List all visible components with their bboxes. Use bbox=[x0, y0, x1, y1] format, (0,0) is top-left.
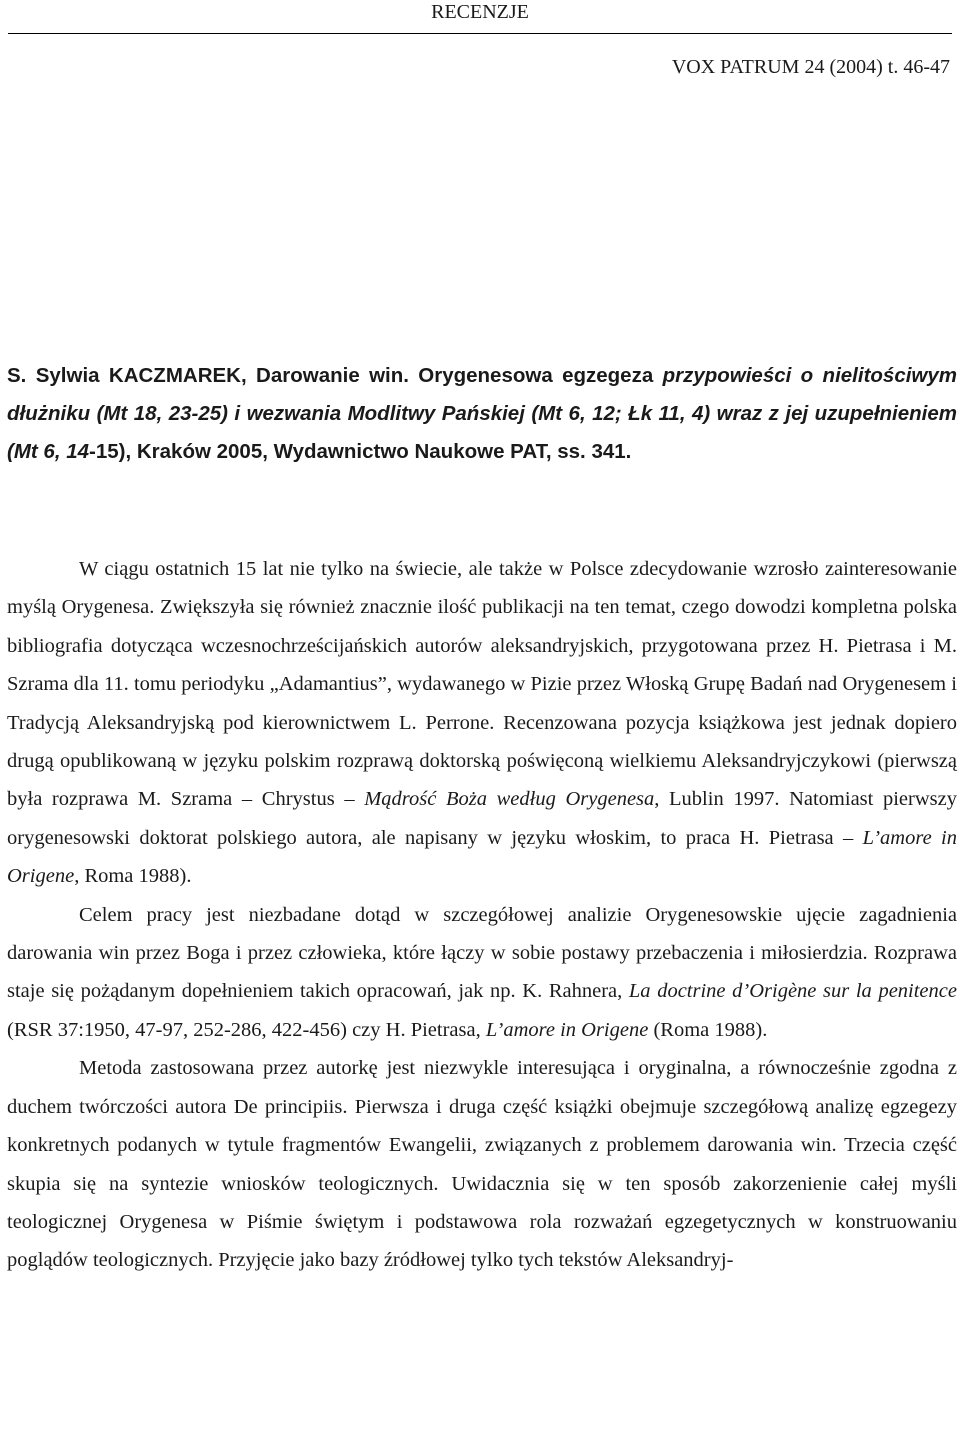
paragraph-text: , Lublin 1997. Natomiast pierwszy orygenesowski doktorat polskiego autora, ale napisany w języku włoskim, to praca H. Pietrasa – bbox=[7, 788, 957, 849]
running-head-section: RECENZJE bbox=[431, 1, 529, 23]
cited-title: L’amore in Origene bbox=[7, 826, 957, 888]
header-rule bbox=[8, 33, 952, 34]
paragraph-text: (RSR 37:1950, 47-97, 252-286, 422-456) czy H. Pietrasa, bbox=[7, 1018, 486, 1041]
review-paragraph-1 bbox=[7, 550, 957, 896]
book-author: S. Sylwia KACZMAREK, bbox=[7, 364, 257, 387]
cited-title: Mądrość Boża według Orygenesa bbox=[364, 788, 655, 811]
paragraph-text: W ciągu ostatnich 15 lat nie tylko na świecie, ale także w Polsce zdecydowanie wzrosło zainteresowanie myślą Orygenesa. Zwiększyła się również znacznie ilość publikacji na ten temat, czego dowodzi kompletna polska bibliografia dotycząca wczesnochrześcijańskich autorów aleksandryjskich, przygotowana przez H. Pietrasa i M. Szrama dla 11. tomu periodyku „Adamantius”, wydawanego w Pizie przez Włoską Grupę Badań nad Orygenesem i Tradycją Aleksandryjską pod kierownictwem L. Perrone. Recenzowana pozycja książkowa jest jednak dopiero drugą opublikowaną w języku polskim rozprawą doktorską poświęconą wielkiemu Aleksandryjczykowi (pierwszą była rozprawa M. Szrama – Chrystus – bbox=[7, 558, 957, 811]
paragraph-text: Celem pracy jest niezbadane dotąd w szczegółowej analizie Orygenesowskie ujęcie zagadnienia darowania win przez Boga i przez człowieka, które łączy w sobie postawy przebaczenia i miłosierdzia. Rozprawa staje się pożądanym dopełnieniem takich opracowań, jak np. K. Rahnera, bbox=[7, 903, 957, 1003]
book-title-italic: przypowieści o nielitościwym dłużniku (Mt 18, 23-25) i wezwania Modlitwy Pańskiej (Mt 6, 12; Łk 11, 4) wraz z jej uzupełnieniem (Mt 6, 14 bbox=[7, 364, 957, 463]
running-head-journal: VOX PATRUM 24 (2004) t. 46-47 bbox=[671, 56, 950, 78]
paragraph-text: , Roma 1988). bbox=[74, 865, 192, 888]
review-body bbox=[7, 550, 957, 1280]
cited-title: La doctrine d’Origène sur la penitence bbox=[628, 980, 957, 1003]
book-title-roman: Darowanie win. Orygenesowa egzegeza bbox=[256, 364, 663, 387]
paragraph-text: (Roma 1988). bbox=[648, 1018, 768, 1041]
review-paragraph-2 bbox=[7, 896, 957, 1050]
reviewed-book-citation bbox=[7, 357, 957, 471]
cited-title: L’amore in Origene bbox=[485, 1018, 649, 1041]
review-paragraph-3: Metoda zastosowana przez autorkę jest niezwykle interesująca i oryginalna, a równocześnie zgodna z duchem twórczości autora De principiis. Pierwsza i druga część książki obejmuje szczegółową analizę egzegezy konkretnych podanych w tytule fragmentów Ewangelii, związanych z problemem darowania win. Trzecia część skupia się na syntezie wniosków teologicznych. Uwidacznia się w ten sposób zakorzenienie całej myśli teologicznej Orygenesa w Piśmie świętym i podstawowa rola rozważań egzegetycznych w konstruowaniu poglądów teologicznych. Przyjęcie jako bazy źródłowej tylko tych tekstów Aleksandryj- bbox=[7, 1057, 957, 1272]
book-publication-details: -15), Kraków 2005, Wydawnictwo Naukowe PAT, ss. 341. bbox=[89, 440, 632, 463]
